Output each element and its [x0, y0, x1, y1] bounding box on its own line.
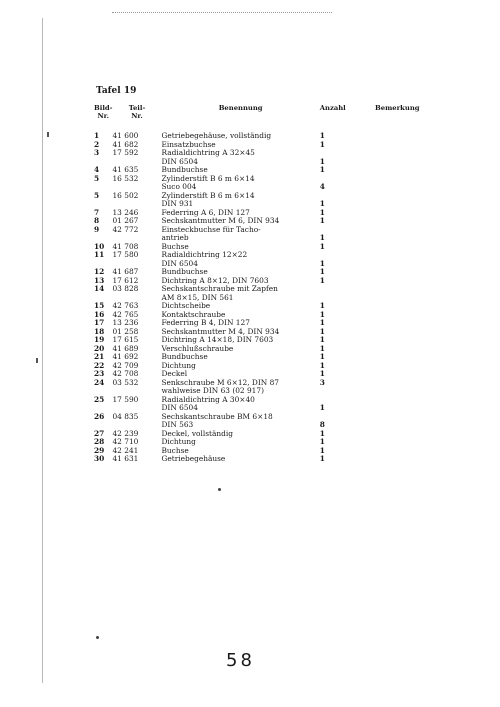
- scan-mark: [36, 358, 38, 363]
- cell-teil: 01 267: [112, 216, 139, 225]
- cell-bild: 5: [94, 190, 100, 200]
- cell-bild: 12: [94, 267, 105, 276]
- cell-benennung: Buchse: [161, 241, 189, 251]
- cell-benennung: Federring A 6, DIN 127: [161, 207, 250, 217]
- cell-anzahl: [320, 294, 363, 303]
- cell-benennung: Senkschraube M 6×12, DIN 87: [161, 377, 279, 387]
- parts-table-body: [94, 128, 444, 464]
- cell-teil: 41 687: [112, 267, 139, 276]
- cell-bemerkung: [363, 285, 444, 294]
- cell-teil: 41 635: [112, 165, 139, 174]
- cell-teil: 42 710: [112, 437, 139, 446]
- cell-bild: 30: [94, 454, 105, 463]
- cell-bemerkung: [363, 455, 444, 464]
- cell-bemerkung: [363, 217, 444, 226]
- table-row: [94, 149, 444, 158]
- table-row: [94, 285, 444, 294]
- cell-anzahl: 1: [319, 335, 325, 344]
- table-row: [94, 158, 444, 167]
- cell-anzahl: 1: [319, 309, 325, 319]
- cell-benennung: Sechskantschraube BM 6×18: [161, 411, 273, 421]
- cell-bild: 21: [94, 352, 105, 361]
- table-row: [94, 260, 444, 269]
- cell-teil: 42 241: [112, 445, 139, 455]
- cell-anzahl: 1: [319, 156, 325, 166]
- cell-benennung: DIN 6504: [161, 403, 198, 412]
- table-row: [94, 166, 444, 175]
- cell-bemerkung: [363, 362, 444, 371]
- cell-bild: 18: [94, 326, 105, 336]
- scan-edge-line: [42, 18, 43, 683]
- cell-benennung: Sechskantmutter M 4, DIN 934: [161, 326, 280, 336]
- cell-anzahl: 1: [319, 301, 325, 310]
- table-row: [94, 217, 444, 226]
- cell-teil: 13 246: [112, 207, 139, 217]
- tafel-title: Tafel 19: [96, 86, 137, 96]
- cell-anzahl: [320, 251, 363, 260]
- cell-teil: 41 689: [112, 343, 139, 353]
- cell-bemerkung: [363, 149, 444, 158]
- cell-bild: 23: [94, 369, 105, 378]
- cell-anzahl: 1: [319, 131, 325, 140]
- page-number: 58: [226, 650, 255, 671]
- table-row: [94, 421, 444, 430]
- header-benennung: Benennung: [218, 104, 263, 112]
- cell-bemerkung: [363, 430, 444, 439]
- cell-bemerkung: [363, 328, 444, 337]
- table-row: [94, 200, 444, 209]
- cell-bemerkung: [363, 234, 444, 243]
- cell-anzahl: 3: [319, 377, 325, 387]
- cell-bild: 22: [94, 360, 105, 370]
- cell-bemerkung: [363, 396, 444, 405]
- cell-benennung: Deckel: [161, 369, 188, 378]
- cell-bild: 28: [94, 437, 105, 446]
- cell-benennung: Bundbuchse: [161, 352, 208, 361]
- cell-benennung: Dichtscheibe: [161, 301, 211, 310]
- cell-bemerkung: [363, 209, 444, 218]
- cell-benennung: Zylinderstift B 6 m 6×14: [161, 190, 255, 200]
- cell-bild: 4: [94, 165, 100, 174]
- cell-bemerkung: [363, 319, 444, 328]
- table-row: [94, 438, 444, 447]
- cell-benennung: Buchse: [161, 445, 189, 455]
- cell-anzahl: 1: [319, 360, 325, 370]
- cell-benennung: Radialdichtring 12×22: [161, 250, 248, 259]
- cell-benennung: AM 8×15, DIN 561: [161, 292, 234, 302]
- cell-bemerkung: [363, 404, 444, 413]
- cell-bild: 20: [94, 343, 105, 353]
- cell-bild: 11: [94, 250, 105, 259]
- cell-bemerkung: [363, 251, 444, 260]
- cell-anzahl: 1: [319, 445, 325, 455]
- cell-bild: 7: [94, 207, 100, 217]
- parts-table: [94, 104, 444, 464]
- table-row: [94, 413, 444, 422]
- cell-benennung: Sechskantmutter M 6, DIN 934: [161, 216, 280, 225]
- cell-anzahl: 1: [319, 343, 325, 353]
- table-row: [94, 455, 444, 464]
- cell-teil: 42 765: [112, 309, 139, 319]
- cell-anzahl: 1: [319, 437, 325, 446]
- cell-anzahl: 1: [319, 139, 325, 149]
- header-anzahl: Anzahl: [319, 104, 346, 112]
- cell-bemerkung: [363, 311, 444, 320]
- cell-benennung: Dichtring A 8×12, DIN 7603: [161, 275, 269, 285]
- cell-bemerkung: [363, 200, 444, 209]
- cell-benennung: Kontaktschraube: [161, 309, 226, 319]
- cell-benennung: Getriebegehäuse: [161, 454, 226, 463]
- cell-teil: 16 502: [112, 190, 139, 200]
- table-row: [94, 141, 444, 150]
- cell-anzahl: 1: [319, 318, 325, 327]
- cell-bemerkung: [363, 158, 444, 167]
- cell-benennung: Bundbuchse: [161, 165, 208, 174]
- table-row: [94, 336, 444, 345]
- table-row: [94, 430, 444, 439]
- scan-dot: [96, 636, 99, 639]
- scan-top-noise: [112, 12, 332, 14]
- scan-dot: [218, 488, 221, 491]
- table-row: [94, 175, 444, 184]
- cell-anzahl: 1: [319, 233, 325, 242]
- cell-bild: 29: [94, 445, 105, 455]
- table-row: [94, 447, 444, 456]
- cell-anzahl: 1: [319, 369, 325, 378]
- cell-bemerkung: [363, 345, 444, 354]
- table-row: [94, 302, 444, 311]
- cell-bild: 2: [94, 139, 100, 149]
- cell-teil: 17 615: [112, 335, 139, 344]
- cell-bild: 10: [94, 241, 105, 251]
- cell-anzahl: [320, 192, 363, 201]
- cell-bild: 16: [94, 309, 105, 319]
- cell-benennung: DIN 563: [161, 420, 194, 429]
- cell-teil: 17 580: [112, 250, 139, 259]
- table-row: [94, 353, 444, 362]
- table-row: [94, 294, 444, 303]
- cell-teil: 01 258: [112, 326, 139, 336]
- cell-bemerkung: [363, 294, 444, 303]
- cell-teil: 41 682: [112, 139, 139, 149]
- cell-benennung: antrieb: [161, 233, 189, 242]
- cell-bild: 14: [94, 284, 105, 293]
- table-row: [94, 345, 444, 354]
- table-row: [94, 183, 444, 192]
- cell-bild: 3: [94, 148, 100, 157]
- cell-benennung: Bundbuchse: [161, 267, 208, 276]
- cell-teil: 13 236: [112, 318, 139, 327]
- cell-bild: 25: [94, 394, 105, 404]
- cell-benennung: Zylinderstift B 6 m 6×14: [161, 173, 255, 183]
- cell-bemerkung: [363, 175, 444, 184]
- cell-bemerkung: [363, 438, 444, 447]
- cell-benennung: Getriebegehäuse, vollständig: [161, 131, 272, 140]
- cell-anzahl: [320, 413, 363, 422]
- cell-bemerkung: [363, 413, 444, 422]
- cell-bemerkung: [363, 447, 444, 456]
- cell-bild: 1: [94, 131, 100, 140]
- table-row: [94, 243, 444, 252]
- cell-anzahl: [320, 175, 363, 184]
- cell-bemerkung: [363, 192, 444, 201]
- cell-bemerkung: [363, 141, 444, 150]
- cell-bemerkung: [363, 387, 444, 396]
- cell-teil: 42 772: [112, 224, 139, 234]
- cell-benennung: Dichtring A 14×18, DIN 7603: [161, 335, 274, 344]
- cell-benennung: DIN 931: [161, 199, 194, 208]
- cell-benennung: Sechskantschraube mit Zapfen: [161, 284, 278, 293]
- cell-bemerkung: [363, 353, 444, 362]
- cell-benennung: Radialdichtring A 30×40: [161, 394, 255, 404]
- cell-anzahl: 1: [319, 241, 325, 251]
- cell-teil: 17 612: [112, 275, 139, 285]
- header-row: [94, 104, 444, 128]
- cell-teil: 41 708: [112, 241, 139, 251]
- cell-teil: 41 631: [112, 454, 139, 463]
- table-row: [94, 192, 444, 201]
- table-row: [94, 387, 444, 396]
- cell-bemerkung: [363, 336, 444, 345]
- cell-bild: 24: [94, 377, 105, 387]
- cell-bild: 9: [94, 224, 100, 234]
- cell-anzahl: [320, 149, 363, 158]
- table-row: [94, 251, 444, 260]
- cell-benennung: Federring B 4, DIN 127: [161, 318, 250, 327]
- cell-anzahl: 1: [319, 165, 325, 174]
- cell-bemerkung: [363, 128, 444, 141]
- cell-teil: 42 709: [112, 360, 139, 370]
- cell-teil: 17 590: [112, 394, 139, 404]
- table-row: [94, 234, 444, 243]
- cell-anzahl: 1: [319, 403, 325, 412]
- cell-bemerkung: [363, 370, 444, 379]
- cell-teil: 17 592: [112, 148, 139, 157]
- cell-benennung: Einsatzbuchse: [161, 139, 216, 149]
- cell-benennung: Deckel, vollständig: [161, 428, 233, 438]
- cell-bemerkung: [363, 379, 444, 388]
- cell-benennung: Dichtung: [161, 437, 196, 446]
- cell-bemerkung: [363, 302, 444, 311]
- cell-anzahl: [320, 285, 363, 294]
- cell-bemerkung: [363, 277, 444, 286]
- cell-bild: 27: [94, 428, 105, 438]
- cell-anzahl: 1: [319, 326, 325, 336]
- cell-bemerkung: [363, 226, 444, 235]
- table-row: [94, 226, 444, 235]
- cell-anzahl: 1: [319, 428, 325, 438]
- header-bild-nr: Bild- Nr.: [94, 104, 113, 120]
- table-row: [94, 362, 444, 371]
- cell-benennung: Einsteckbuchse für Tacho-: [161, 224, 261, 234]
- table-row: [94, 128, 444, 141]
- cell-benennung: Dichtung: [161, 360, 196, 370]
- cell-anzahl: [320, 226, 363, 235]
- cell-bemerkung: [363, 421, 444, 430]
- cell-bild: 19: [94, 335, 105, 344]
- header-bemerkung: Bemerkung: [375, 104, 420, 112]
- cell-teil: 41 692: [112, 352, 139, 361]
- cell-bemerkung: [363, 260, 444, 269]
- header-teil-nr: Teil- Nr.: [128, 104, 146, 120]
- cell-anzahl: 1: [319, 267, 325, 276]
- cell-benennung: Radialdichtring A 32×45: [161, 148, 255, 157]
- cell-anzahl: 1: [319, 207, 325, 217]
- table-row: [94, 268, 444, 277]
- scan-mark: [47, 132, 49, 137]
- cell-benennung: Suco 004: [161, 182, 197, 191]
- table-row: [94, 396, 444, 405]
- cell-anzahl: 1: [319, 275, 325, 285]
- cell-anzahl: 1: [319, 352, 325, 361]
- cell-bemerkung: [363, 268, 444, 277]
- cell-teil: 03 828: [112, 284, 139, 293]
- cell-anzahl: 8: [319, 420, 325, 429]
- cell-bild: 26: [94, 411, 105, 421]
- cell-benennung: DIN 6504: [161, 156, 198, 166]
- cell-anzahl: 1: [319, 216, 325, 225]
- cell-teil: 42 763: [112, 301, 139, 310]
- cell-bild: 8: [94, 216, 100, 225]
- cell-anzahl: [320, 387, 363, 396]
- cell-teil: 04 835: [112, 411, 139, 421]
- cell-teil: 03 532: [112, 377, 139, 387]
- cell-teil: 42 708: [112, 369, 139, 378]
- cell-teil: 41 600: [112, 131, 139, 140]
- cell-bild: 15: [94, 301, 105, 310]
- cell-anzahl: 1: [319, 454, 325, 463]
- cell-bemerkung: [363, 166, 444, 175]
- cell-bild: 5: [94, 173, 100, 183]
- cell-anzahl: 1: [319, 199, 325, 208]
- cell-bild: 13: [94, 275, 105, 285]
- cell-anzahl: 4: [319, 182, 325, 191]
- cell-teil: 42 239: [112, 428, 139, 438]
- cell-anzahl: [320, 396, 363, 405]
- cell-bemerkung: [363, 183, 444, 192]
- cell-teil: 16 532: [112, 173, 139, 183]
- cell-anzahl: 1: [319, 258, 325, 268]
- table-row: [94, 379, 444, 388]
- cell-benennung: Verschlußschraube: [161, 343, 234, 353]
- cell-benennung: DIN 6504: [161, 258, 198, 268]
- cell-benennung: wahlweise DIN 63 (02 917): [161, 386, 264, 395]
- cell-bild: 17: [94, 318, 105, 327]
- cell-bemerkung: [363, 243, 444, 252]
- table-row: [94, 311, 444, 320]
